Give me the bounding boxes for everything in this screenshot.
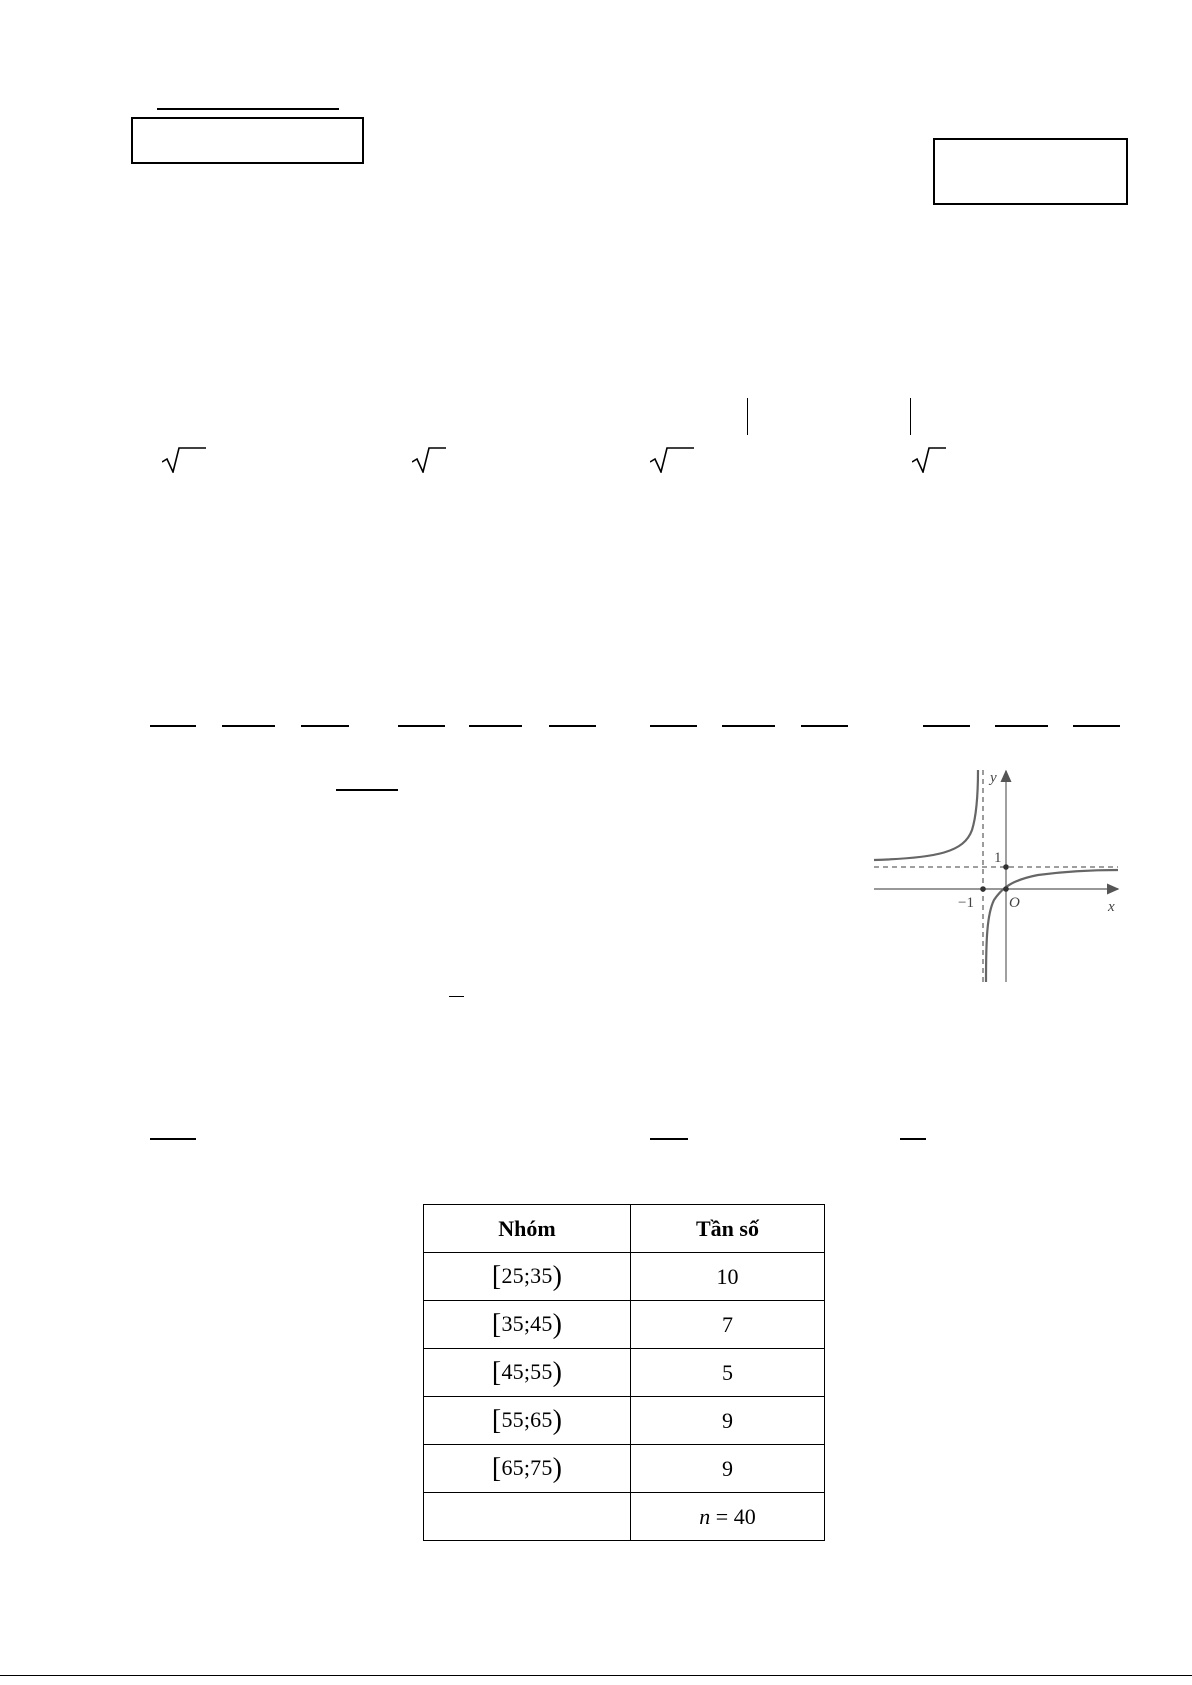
fraction-bar <box>900 1138 926 1140</box>
point-origin <box>1003 886 1009 892</box>
tick-label-y1: 1 <box>994 850 1002 866</box>
frequency-cell: 5 <box>631 1349 825 1397</box>
table-total-row <box>424 1493 825 1541</box>
fraction-bar <box>923 725 970 727</box>
total-label-cell <box>424 1493 631 1541</box>
table-row <box>424 1397 825 1445</box>
group-cell: [55;65) <box>424 1397 631 1445</box>
fraction-bar <box>398 725 445 727</box>
fraction-bar <box>222 725 275 727</box>
left-branch <box>874 770 978 860</box>
footer-rule <box>0 1675 1192 1676</box>
group-cell: [35;45) <box>424 1301 631 1349</box>
group-cell: [45;55) <box>424 1349 631 1397</box>
table-row <box>424 1349 825 1397</box>
tick-label-x-minus1: −1 <box>958 895 974 911</box>
fraction-bar <box>150 725 196 727</box>
function-graph <box>868 764 1124 984</box>
fraction-bar <box>995 725 1048 727</box>
y-axis-label: y <box>990 770 997 786</box>
frequency-cell: 7 <box>631 1301 825 1349</box>
header-box-left <box>131 117 364 164</box>
header-group: Nhóm <box>424 1205 631 1253</box>
group-cell: [65;75) <box>424 1445 631 1493</box>
header-frequency: Tần số <box>631 1205 825 1253</box>
frequency-table <box>423 1204 825 1541</box>
fraction-bar <box>801 725 848 727</box>
origin-label: O <box>1009 895 1020 911</box>
fraction-bar <box>449 996 464 997</box>
header-box-right <box>933 138 1128 205</box>
fraction-bar <box>1073 725 1120 727</box>
fraction-bar <box>150 1138 196 1140</box>
table-header-row <box>424 1205 825 1253</box>
fraction-bar <box>469 725 522 727</box>
abs-bar-right <box>910 398 911 435</box>
table-row <box>424 1301 825 1349</box>
table-row <box>424 1253 825 1301</box>
sqrt-sign-d <box>912 447 946 473</box>
sqrt-sign-b <box>412 447 446 473</box>
fraction-bar <box>336 789 398 791</box>
frequency-cell: 9 <box>631 1445 825 1493</box>
group-cell: [25;35) <box>424 1253 631 1301</box>
fraction-bar <box>549 725 596 727</box>
fraction-bar <box>650 1138 688 1140</box>
fraction-bar <box>722 725 775 727</box>
frequency-cell: 10 <box>631 1253 825 1301</box>
fraction-bar <box>301 725 349 727</box>
total-value-cell: n = 40 <box>631 1493 825 1541</box>
x-axis-label: x <box>1108 899 1115 915</box>
table-row <box>424 1445 825 1493</box>
point-y1 <box>1003 864 1009 870</box>
fraction-bar <box>650 725 697 727</box>
sqrt-sign-c <box>650 447 694 473</box>
point-x-minus1 <box>980 886 986 892</box>
sqrt-sign-a <box>162 447 206 473</box>
header-rule <box>157 108 339 110</box>
frequency-cell: 9 <box>631 1397 825 1445</box>
abs-bar-left <box>747 398 748 435</box>
